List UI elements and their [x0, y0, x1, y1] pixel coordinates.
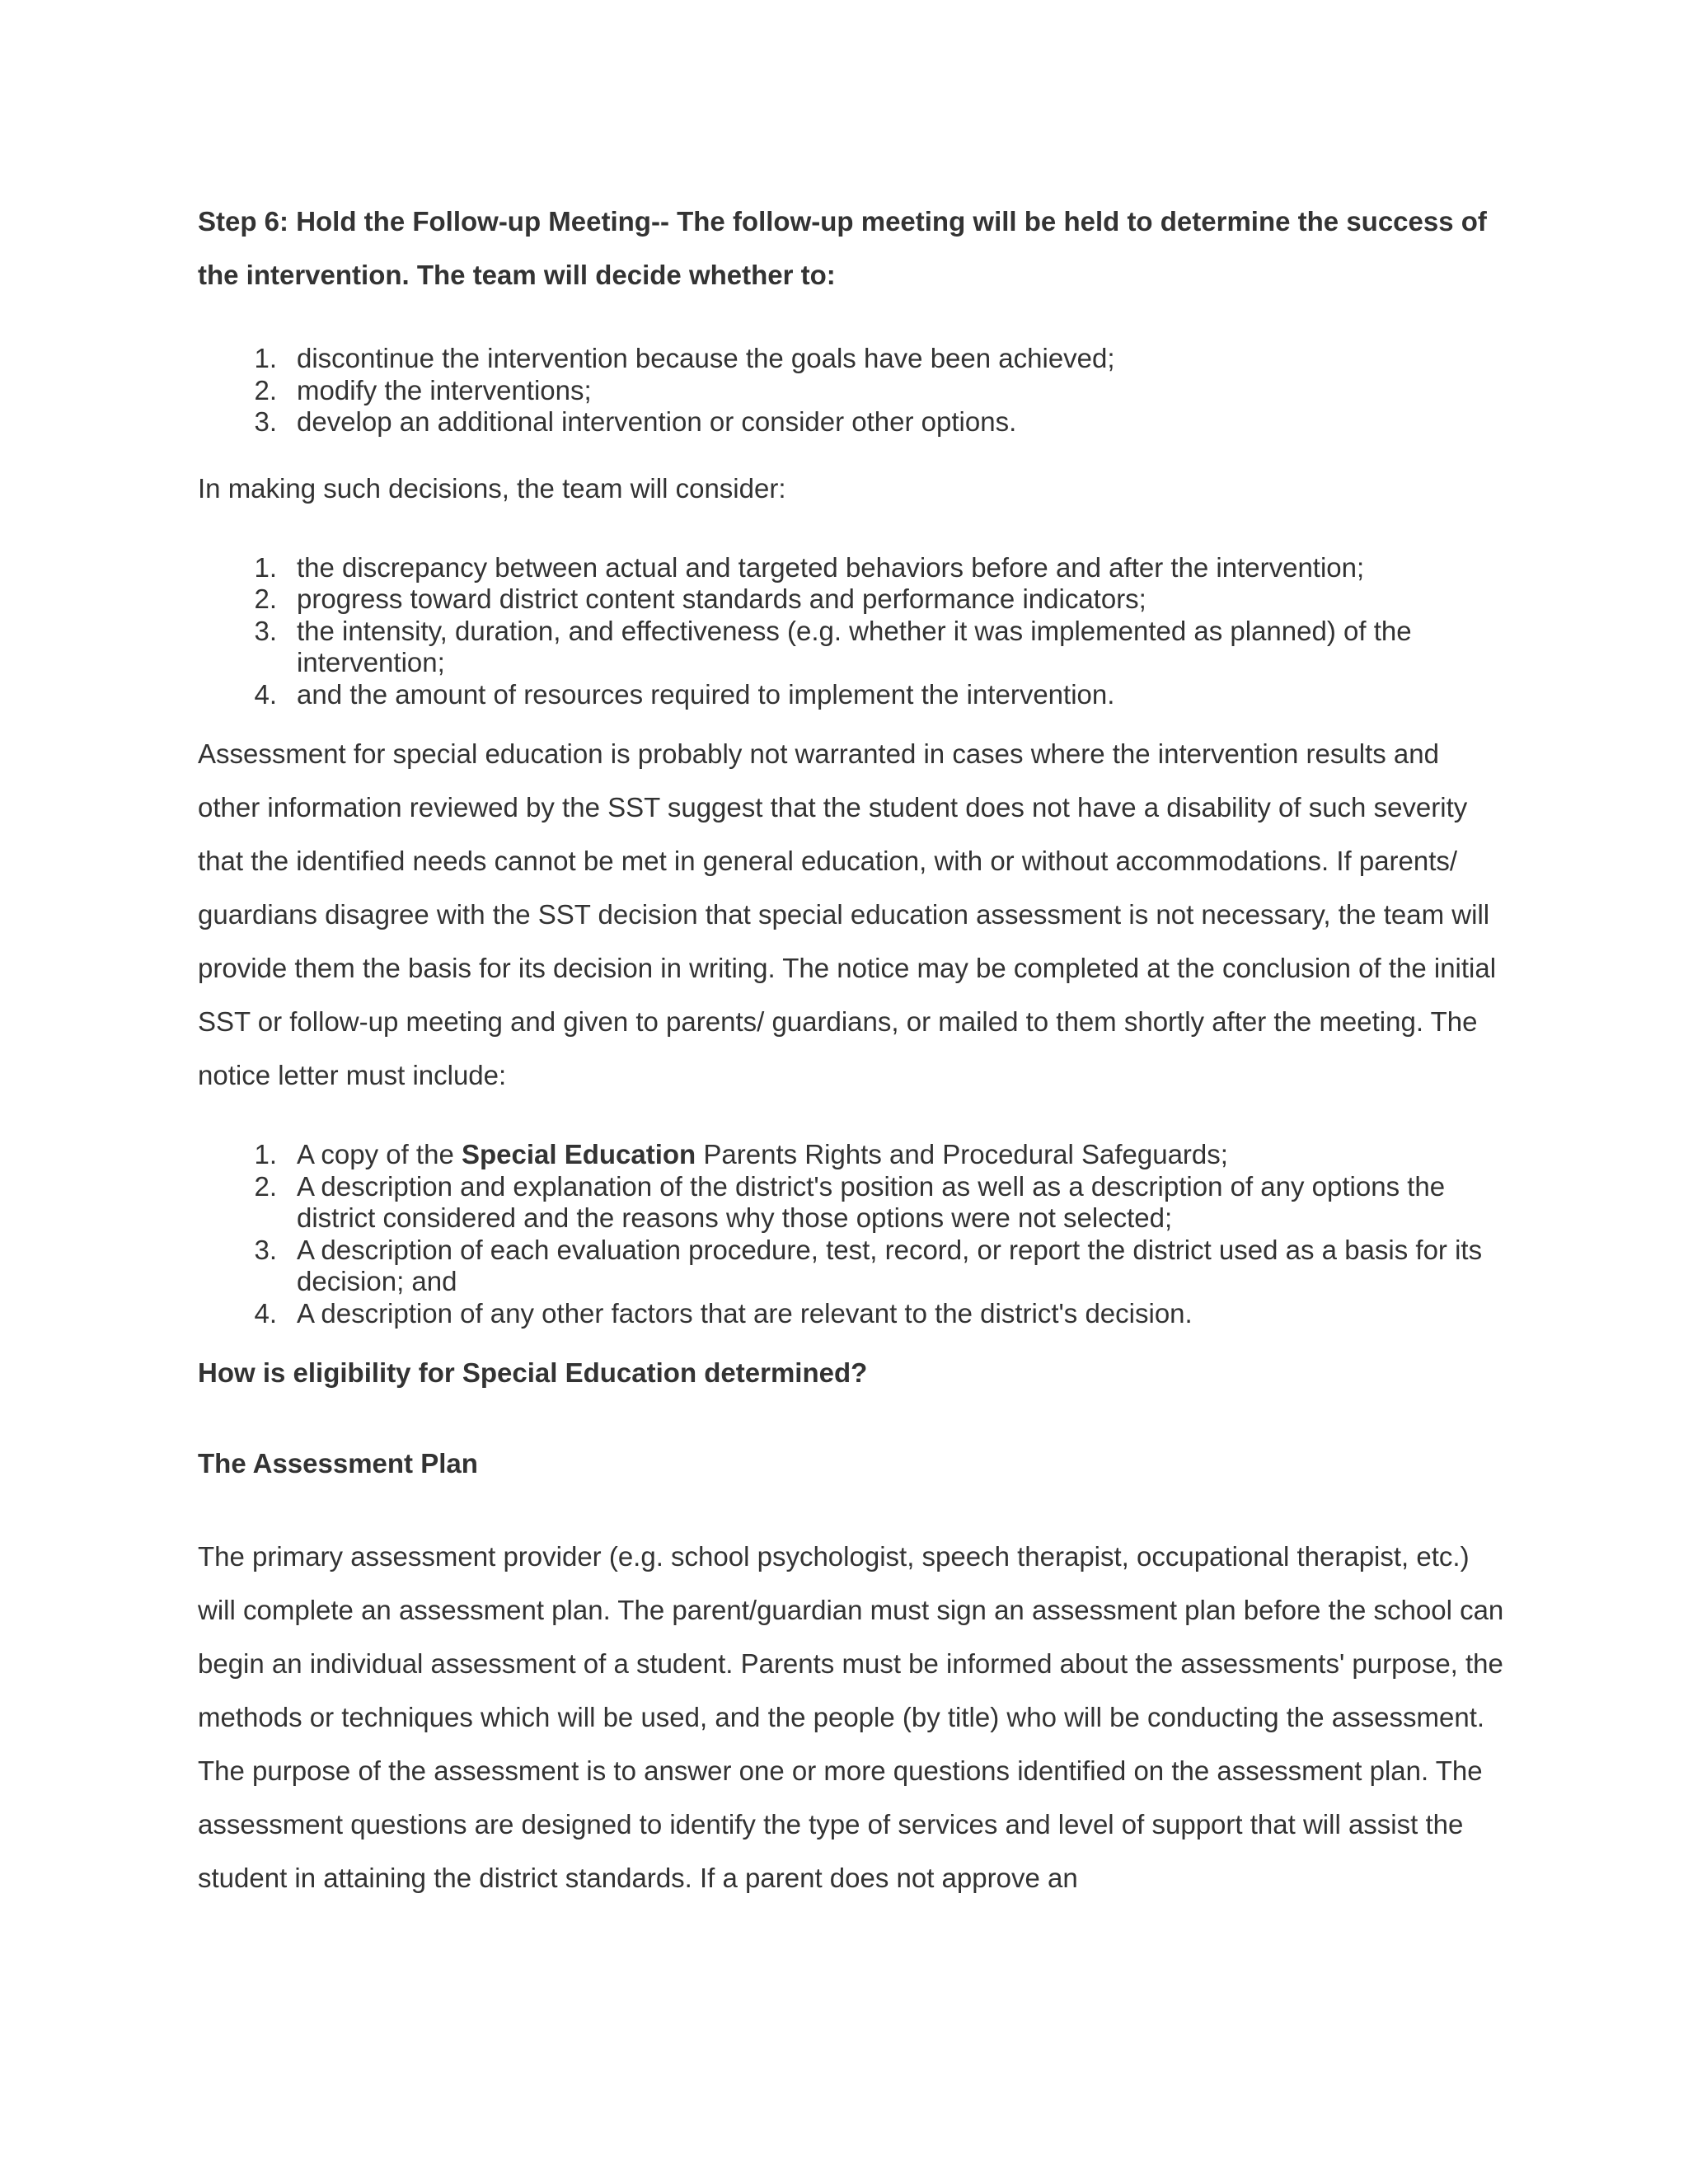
consider-intro: In making such decisions, the team will consider: — [198, 472, 786, 504]
list-text: modify the interventions; — [297, 374, 592, 405]
decision-options-list — [198, 343, 1508, 438]
list-item — [198, 343, 1508, 375]
list-number: 2. — [254, 1170, 277, 1202]
list-item — [198, 1139, 1508, 1171]
list-number: 4. — [254, 678, 277, 710]
list-text: A description and explanation of the district's position as well as a description of any options the district considered and the reasons why those options were not selected; — [297, 1170, 1446, 1233]
list-text: progress toward district content standards and performance indicators; — [297, 583, 1146, 614]
notice-list — [198, 1139, 1508, 1329]
list-item — [198, 679, 1508, 711]
list-number: 3. — [254, 615, 277, 646]
list-text-pre: A copy of the — [297, 1139, 462, 1169]
list-number: 3. — [254, 1234, 277, 1265]
list-text: discontinue the intervention because the goals have been achieved; — [297, 343, 1115, 373]
list-text-bold: Special Education — [461, 1139, 696, 1169]
list-item — [198, 375, 1508, 407]
list-item — [198, 583, 1508, 616]
list-number: 4. — [254, 1297, 277, 1329]
list-text: A description of any other factors that are relevant to the district's decision. — [297, 1297, 1193, 1329]
document-page — [198, 194, 1508, 1905]
list-text: the intensity, duration, and effectiveness (e.g. whether it was implemented as planned) of the intervention; — [297, 615, 1412, 677]
list-number: 1. — [254, 551, 277, 583]
list-number: 1. — [254, 1139, 277, 1169]
step6-heading: Step 6: Hold the Follow-up Meeting-- The follow-up meeting will be held to determine the success of the intervention. The team will decide whether to: — [198, 206, 1487, 290]
list-item — [198, 1235, 1508, 1298]
list-number: 3. — [254, 406, 277, 437]
list-text-post: Parents Rights and Procedural Safeguards; — [696, 1139, 1228, 1169]
assessment-plan-heading: The Assessment Plan — [198, 1448, 478, 1479]
consider-list — [198, 552, 1508, 711]
list-item — [198, 406, 1508, 438]
list-text: and the amount of resources required to implement the intervention. — [297, 678, 1115, 710]
list-item — [198, 1171, 1508, 1235]
list-text: A description of each evaluation procedure, test, record, or report the district used as a basis for its decision; and — [297, 1234, 1483, 1296]
list-item — [198, 552, 1508, 584]
eligibility-heading: How is eligibility for Special Education determined? — [198, 1357, 868, 1388]
list-item — [198, 616, 1508, 679]
assessment-paragraph: Assessment for special education is probably not warranted in cases where the intervention results and other information reviewed by the SST suggest that the student does not have a disability of such severity that the identified needs cannot be met in general education, with or without accommodations. If parents/ guardians disagree with the SST decision that special education assessment is not necessary, the team will provide them the basis for its decision in writing. The notice may be completed at the conclusion of the initial SST or follow-up meeting and given to parents/ guardians, or mailed to them shortly after the meeting. The notice letter must include: — [198, 738, 1497, 1090]
list-text: develop an additional intervention or consider other options. — [297, 406, 1017, 437]
list-text: the discrepancy between actual and targeted behaviors before and after the intervention; — [297, 551, 1365, 583]
list-item — [198, 1298, 1508, 1330]
list-number: 2. — [254, 583, 277, 614]
assessment-plan-paragraph: The primary assessment provider (e.g. school psychologist, speech therapist, occupational therapist, etc.) will complete an assessment plan. The parent/guardian must sign an assessment plan before the school can begin an individual assessment of a student. Parents must be informed about the assessments' purpose, the methods or techniques which will be used, and the people (by title) who will be conducting the assessment. The purpose of the assessment is to answer one or more questions identified on the assessment plan. The assessment questions are designed to identify the type of services and level of support that will assist the student in attaining the district standards. If a parent does not approve an — [198, 1541, 1504, 1893]
list-number: 1. — [254, 343, 277, 373]
list-number: 2. — [254, 374, 277, 405]
